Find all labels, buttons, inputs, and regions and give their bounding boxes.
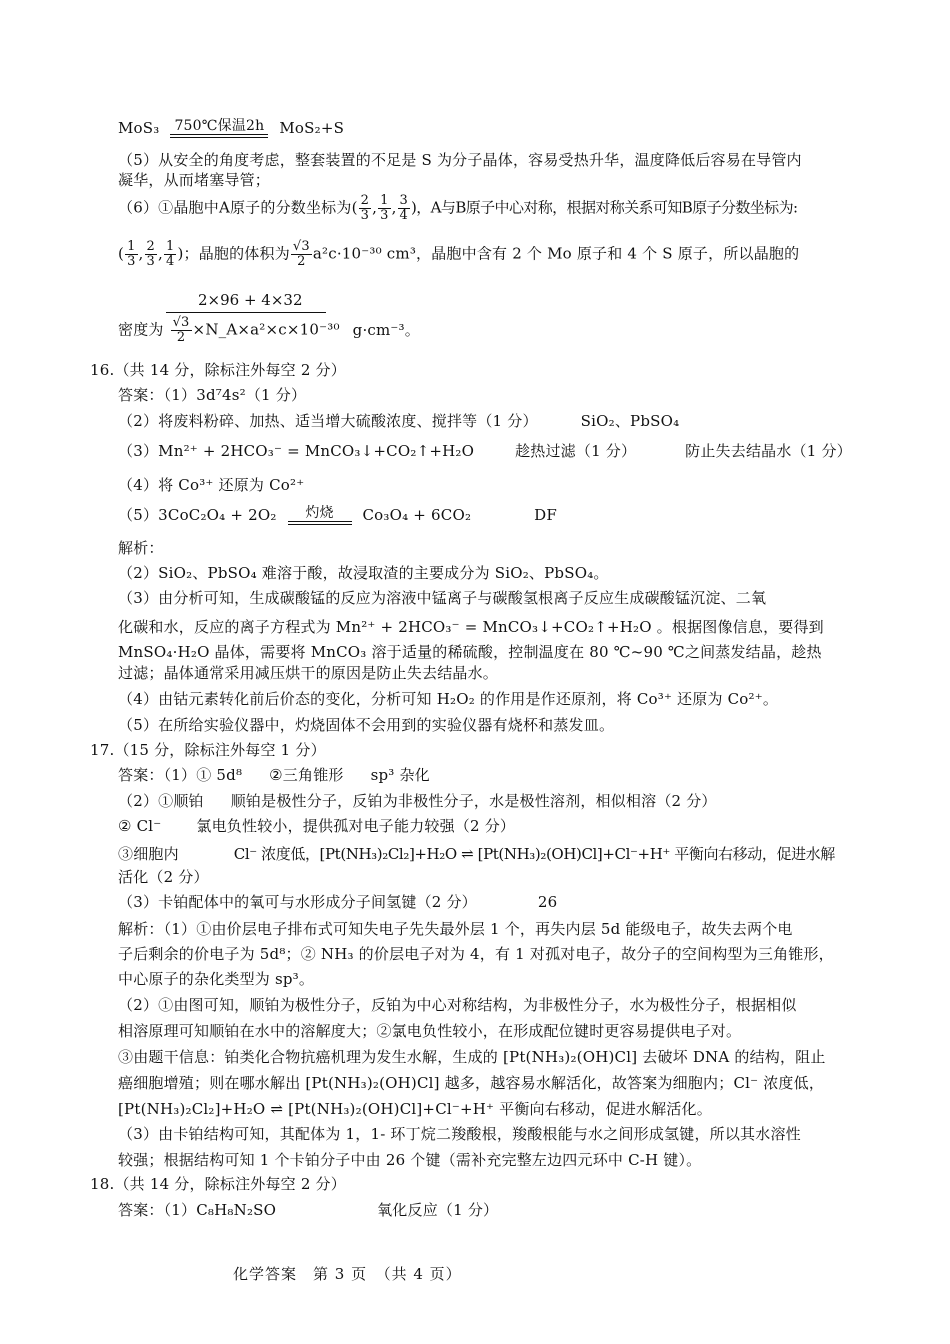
text-segment: ③细胞内 — [118, 845, 179, 863]
denominator: 3 — [146, 254, 155, 269]
q16-answer-4: （4）将 Co³⁺ 还原为 Co²⁺ — [118, 476, 305, 494]
denominator: 2 — [297, 254, 306, 269]
text-line: 较强；根据结构可知 1 个卡铂分子中由 26 个键（需补充完整左边四元环中 C-H 键）。 — [118, 1151, 702, 1169]
text-segment: sp³ 杂化 — [370, 766, 430, 784]
text-line: 中心原子的杂化类型为 sp³。 — [118, 970, 315, 988]
fraction — [125, 240, 137, 269]
denominator: 4 — [399, 208, 409, 223]
text-segment: （3）卡铂配体中的氧可与水形成分子间氢键（2 分） — [118, 893, 477, 911]
numerator: √3 — [292, 239, 310, 254]
question-16-header: 16.（共 14 分，除标注外每空 2 分） — [90, 361, 346, 379]
fraction — [164, 240, 176, 269]
text-segment: （2）①顺铂 — [118, 792, 204, 810]
denominator: 3 — [127, 254, 136, 269]
text-line: （5）在所给实验仪器中，灼烧固体不会用到的实验仪器有烧杯和蒸发皿。 — [118, 716, 615, 734]
fraction-line-b: ( $\frac{1}{3}$ , $\frac{2}{3}$ , $\frac{1}{4}$ )；晶胞的体积为 $\frac{√3}{2}$ a²c·10⁻³⁰ cm³，晶胞中含有 2 个 Mo 原子和 4 个 S 原子，所以晶胞的 — [118, 239, 800, 269]
text-segment: （5）3CoC₂O₄ + 2O₂ — [118, 506, 277, 524]
numerator: 3 — [399, 193, 409, 208]
denominator: 2 — [176, 330, 186, 345]
density-fraction-bar — [166, 312, 326, 313]
fraction — [359, 194, 371, 223]
q17-answer-2c — [118, 844, 863, 864]
text-line: ③由题干信息：铂类化合物抗癌机理为发生水解，生成的 [Pt(NH₃)₂(OH)Cl] 去破坏 DNA 的结构，阻止 — [118, 1048, 826, 1066]
q17-answer-2a — [118, 791, 863, 811]
page-footer: 化学答案 第 3 页 （共 4 页） — [233, 1265, 462, 1283]
fraction-line-a: （6）①晶胞中A原子的分数坐标为( $\frac{2}{3}$ , $\frac{1}{3}$ , $\frac{3}{4}$ )，A与B原子中心对称，根据对称关系可知B原子分数坐标为: — [118, 193, 798, 223]
text-segment: 26 — [537, 893, 558, 911]
q17-answer-3 — [118, 892, 863, 912]
text-segment: 答案：（1）C₈H₈N₂SO — [118, 1201, 277, 1219]
reactant: MoS₃ — [118, 119, 160, 137]
numerator: √3 — [172, 315, 190, 330]
text-segment: Co₃O₄ + 6CO₂ — [362, 506, 472, 524]
text-line: （5）从安全的角度考虑，整套装置的不足是 S 为分子晶体，容易受热升华，温度降低后容易在导管内 — [118, 151, 802, 169]
unit: g·cm⁻³。 — [352, 320, 420, 339]
text-segment: SiO₂、PbSO₄ — [580, 412, 680, 430]
volume-fraction — [291, 240, 312, 269]
text-line: 凝华，从而堵塞导管； — [118, 171, 271, 189]
text-segment: 答案：（1）① 5d⁸ — [118, 766, 243, 784]
fraction — [378, 194, 390, 223]
text-segment: 防止失去结晶水（1 分） — [685, 442, 852, 460]
reaction-condition — [170, 118, 268, 138]
text-segment: 氯电负性较小，提供孤对电子能力较强（2 分） — [196, 817, 516, 835]
text-line: 活化（2 分） — [118, 868, 209, 886]
double-bar — [288, 521, 352, 525]
numerator: 1 — [165, 239, 175, 254]
sqrt3-over-2 — [171, 316, 192, 345]
fraction — [145, 240, 157, 269]
text-segment: 顺铂是极性分子，反铂为非极性分子，水是极性溶剂，相似相溶（2 分） — [230, 792, 717, 810]
text-segment: ( — [118, 244, 125, 263]
double-bar — [170, 134, 268, 138]
text-line: 化碳和水，反应的离子方程式为 Mn²⁺ + 2HCO₃⁻ = MnCO₃↓+CO₂↑+H₂O 。根据图像信息，要得到 — [118, 618, 824, 636]
text-line: 癌细胞增殖；则在哪水解出 [Pt(NH₃)₂(OH)Cl] 越多，越容易水解活化，故答案为细胞内；Cl⁻ 浓度低， — [118, 1074, 825, 1092]
denominator: 4 — [165, 254, 175, 269]
text-line: [Pt(NH₃)₂Cl₂]+H₂O ⇌ [Pt(NH₃)₂(OH)Cl]+Cl⁻+H⁺ 平衡向右移动，促进水解活化。 — [118, 1100, 712, 1118]
text-line: （3）由分析可知，生成碳酸锰的反应为溶液中锰离子与碳酸氢根离子反应生成碳酸锰沉淀、二氧 — [118, 589, 767, 607]
text-segment: 密度为 — [118, 320, 164, 339]
text-segment: （3）Mn²⁺ + 2HCO₃⁻ = MnCO₃↓+CO₂↑+H₂O — [118, 442, 475, 460]
text-line: 解析：（1）①由价层电子排布式可知失电子先失最外层 1 个，再失内层 5d 能级电子，故失去两个电 — [118, 920, 793, 938]
text-segment: 趁热过滤（1 分） — [515, 442, 637, 460]
density-numerator: 2×96 + 4×32 — [198, 291, 303, 309]
numerator: 2 — [146, 239, 155, 254]
text-segment: )，A与B原子中心对称，根据对称关系可知B原子分数坐标为: — [411, 198, 798, 217]
denominator: 3 — [380, 208, 389, 223]
q17-answer-2b — [118, 816, 863, 836]
text-segment: ②三角锥形 — [269, 766, 344, 784]
text-segment: )；晶胞的体积为 — [177, 244, 290, 263]
q16-answer-5 — [118, 505, 863, 525]
q16-answer-2 — [118, 411, 863, 431]
numerator: 1 — [127, 239, 136, 254]
text-line: 相溶原理可知顺铂在水中的溶解度大；②氯电负性较小，在形成配位键时更容易提供电子对。 — [118, 1022, 742, 1040]
question-18-header: 18.（共 14 分，除标注外每空 2 分） — [90, 1175, 346, 1193]
q16-answer-3 — [118, 441, 863, 461]
text-line: 过滤；晶体通常采用减压烘干的原因是防止失去结晶水。 — [118, 664, 499, 682]
text-segment: a²c·10⁻³⁰ cm³，晶胞中含有 2 个 Mo 原子和 4 个 S 原子，所以晶胞的 — [312, 244, 800, 263]
condition-text: 750℃保温2h — [174, 118, 265, 134]
fraction — [398, 194, 410, 223]
question-17-header: 17.（15 分，除标注外每空 1 分） — [90, 741, 326, 759]
text-segment: Cl⁻ 浓度低，[Pt(NH₃)₂Cl₂]+H₂O ⇌ [Pt(NH₃)₂(OH)Cl]+Cl⁻+H⁺ 平衡向右移动，促进水解 — [233, 845, 835, 863]
text-line: （2）SiO₂、PbSO₄ 难溶于酸，故浸取渣的主要成分为 SiO₂、PbSO₄。 — [118, 564, 609, 582]
q17-answer-1 — [118, 765, 863, 785]
text-segment: DF — [534, 506, 557, 524]
text-segment: ② Cl⁻ — [118, 817, 162, 835]
q16-analysis-label: 解析： — [118, 539, 164, 557]
density-line — [118, 316, 863, 345]
text-segment: 氧化反应（1 分） — [377, 1201, 499, 1219]
reaction-mos3 — [118, 118, 863, 138]
product: MoS₂+S — [279, 119, 345, 137]
reaction-condition — [288, 505, 352, 525]
q18-answer-1 — [118, 1200, 863, 1220]
denominator-rest: ×N_A×a²×c×10⁻³⁰ — [192, 320, 340, 339]
text-line: （3）由卡铂结构可知，其配体为 1，1- 环丁烷二羧酸根，羧酸根能与水之间形成氢键，所以其水溶性 — [118, 1125, 801, 1143]
text-line: （2）①由图可知，顺铂为极性分子，反铂为中心对称结构，为非极性分子，水为极性分子，根据相似 — [118, 996, 797, 1014]
condition-text: 灼烧 — [305, 505, 334, 521]
text-line: 子后剩余的价电子为 5d⁸；② NH₃ 的价层电子对为 4，有 1 对孤对电子，故分子的空间构型为三角锥形， — [118, 945, 834, 963]
denominator: 3 — [360, 208, 370, 223]
text-line: （4）由钴元素转化前后价态的变化，分析可知 H₂O₂ 的作用是作还原剂，将 Co³⁺ 还原为 Co²⁺。 — [118, 690, 779, 708]
text-line: MnSO₄·H₂O 晶体，需要将 MnCO₃ 溶于适量的稀硫酸，控制温度在 80 ℃~90 ℃之间蒸发结晶，趁热 — [118, 643, 822, 661]
text-segment: （6）①晶胞中A原子的分数坐标为( — [118, 198, 358, 217]
q16-answer-1: 答案：（1）3d⁷4s²（1 分） — [118, 386, 307, 404]
text-segment: （2）将废料粉碎、加热、适当增大硫酸浓度、搅拌等（1 分） — [118, 412, 538, 430]
numerator: 2 — [360, 193, 370, 208]
numerator: 1 — [380, 193, 389, 208]
